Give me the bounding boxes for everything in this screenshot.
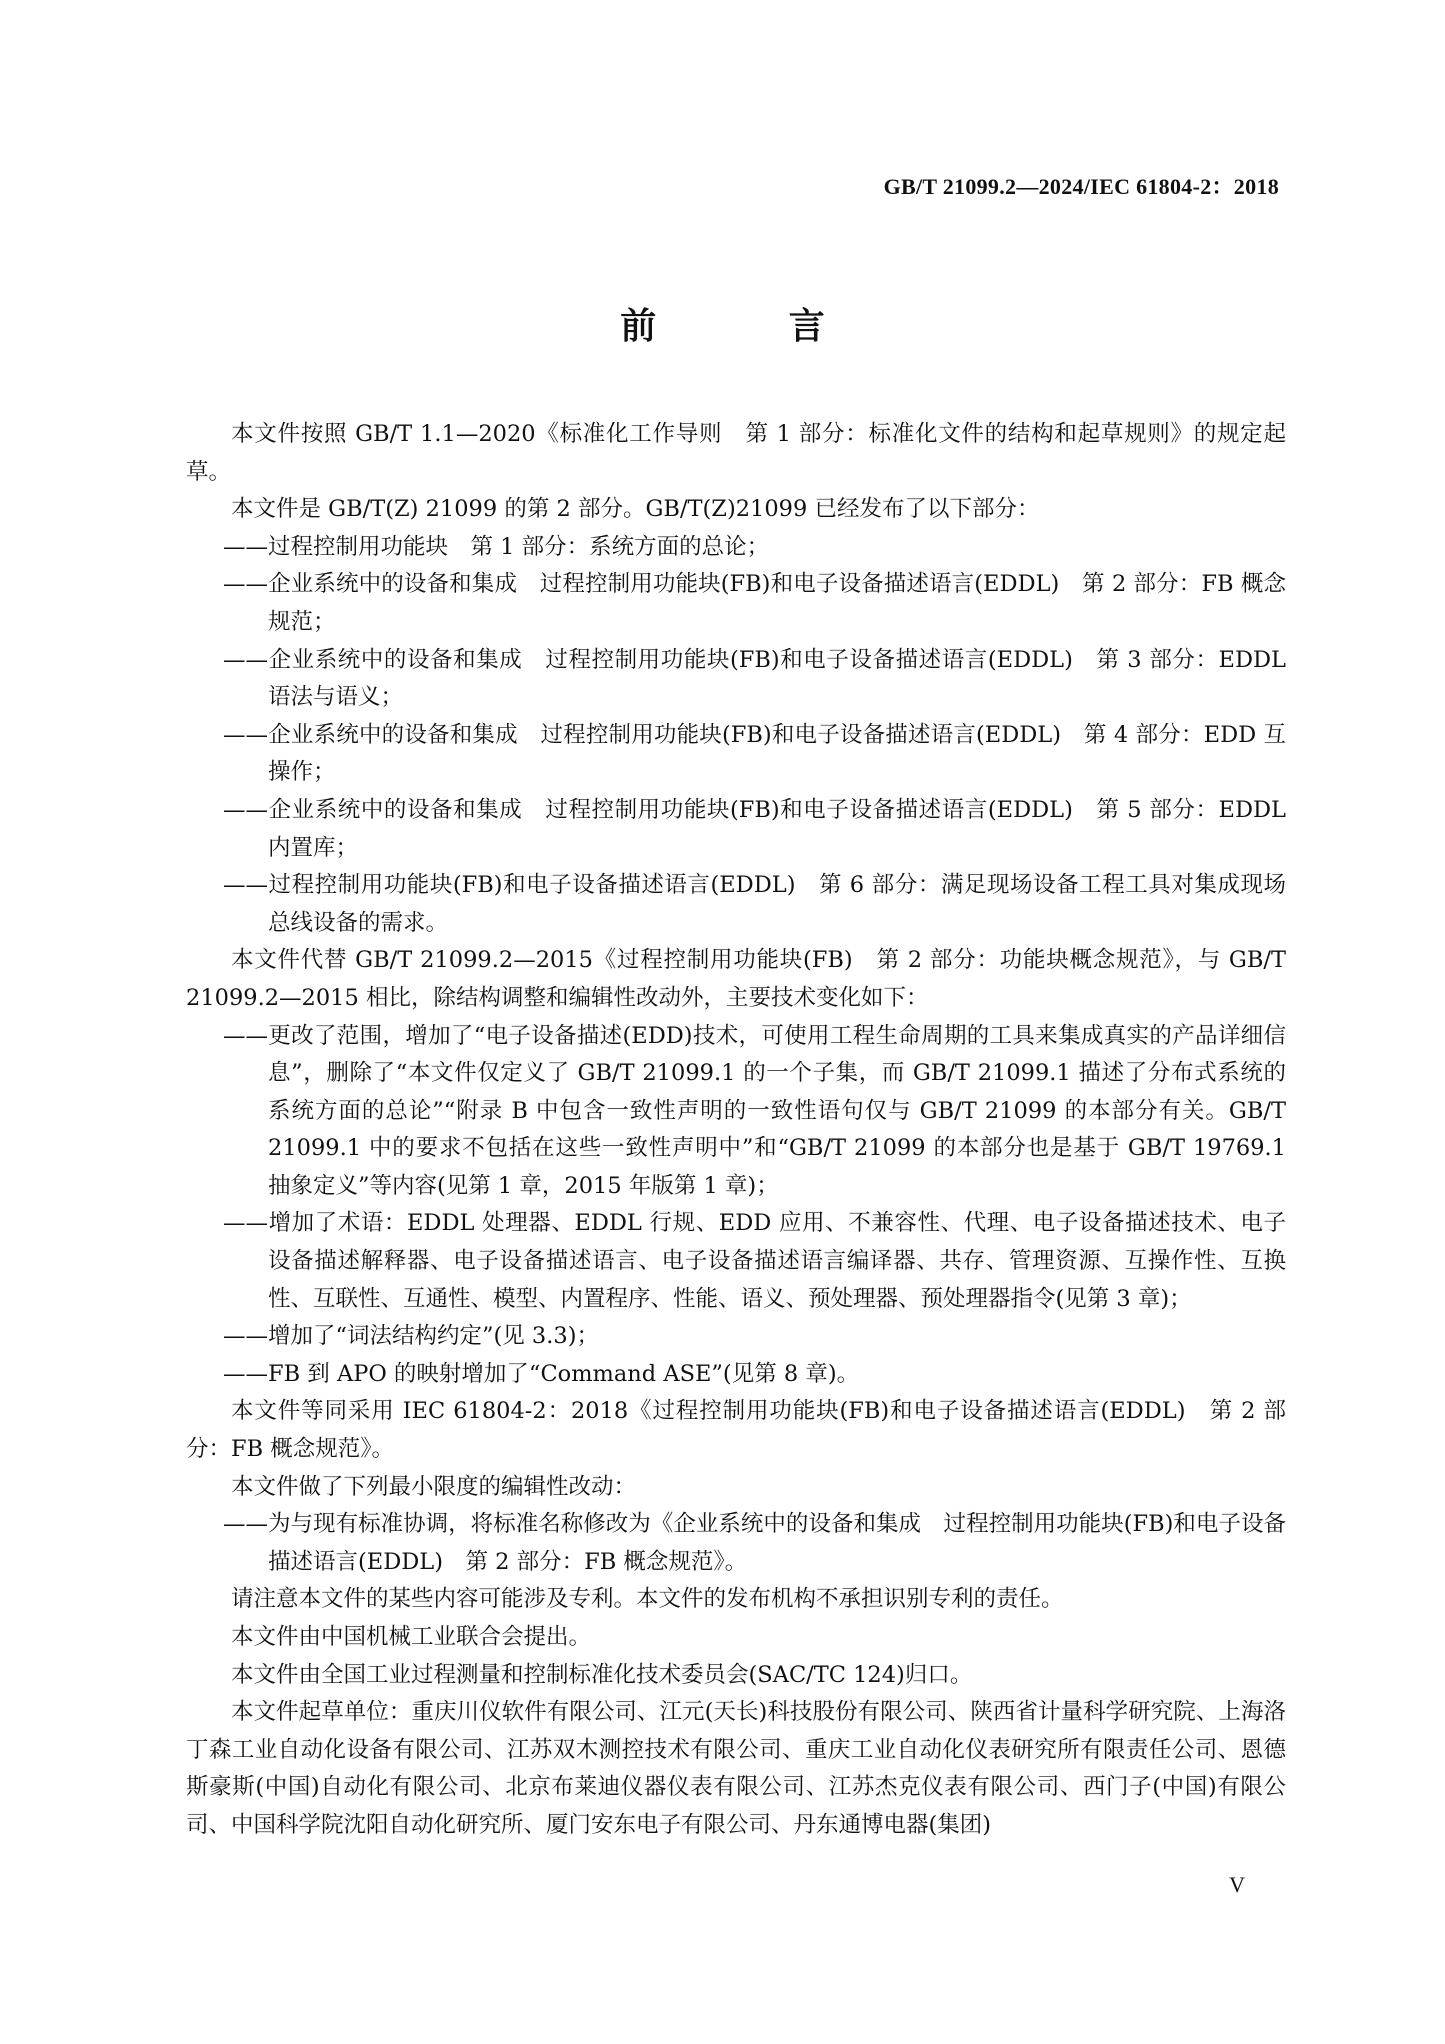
- paragraph: 请注意本文件的某些内容可能涉及专利。本文件的发布机构不承担识别专利的责任。: [231, 1586, 1064, 1613]
- paragraph: 本文件做了下列最小限度的编辑性改动：: [231, 1473, 637, 1500]
- list-item: ——企业系统中的设备和集成 过程控制用功能块(FB)和电子设备描述语言(EDDL) 第 2 部分：FB 概念规范；: [223, 571, 1286, 635]
- list-item: ——企业系统中的设备和集成 过程控制用功能块(FB)和电子设备描述语言(EDDL) 第 4 部分：EDD 互操作；: [223, 721, 1286, 786]
- paragraph: 本文件代替 GB/T 21099.2—2015《过程控制用功能块(FB) 第 2 部分：功能块概念规范》，与 GB/T 21099.2—2015 相比，除结构调整和编辑性改动外，主要技术变化如下：: [186, 947, 1286, 1011]
- list-item: ——增加了术语：EDDL 处理器、EDDL 行规、EDD 应用、不兼容性、代理、电子设备描述技术、电子设备描述解释器、电子设备描述语言、电子设备描述语言编译器、共存、管理资源、互操作性、互换性、互联性、互通性、模型、内置程序、性能、语义、预处理器、预处理器指令(见第 3 章)；: [223, 1210, 1286, 1312]
- list-item: ——为与现有标准协调，将标准名称修改为《企业系统中的设备和集成 过程控制用功能块(FB)和电子设备描述语言(EDDL) 第 2 部分：FB 概念规范》。: [223, 1511, 1286, 1575]
- page-title: 前 言: [620, 306, 885, 347]
- list-item: ——过程控制用功能块(FB)和电子设备描述语言(EDDL) 第 6 部分：满足现场设备工程工具对集成现场总线设备的需求。: [223, 872, 1286, 936]
- paragraph: 本文件由全国工业过程测量和控制标准化技术委员会(SAC/TC 124)归口。: [231, 1661, 973, 1688]
- list-item: ——FB 到 APO 的映射增加了“Command ASE”(见第 8 章)。: [223, 1360, 860, 1387]
- paragraph: 本文件由中国机械工业联合会提出。: [231, 1624, 592, 1650]
- document-body: [186, 416, 1286, 1845]
- paragraph: 本文件等同采用 IEC 61804-2：2018《过程控制用功能块(FB)和电子设备描述语言(EDDL) 第 2 部分：FB 概念规范》。: [186, 1398, 1286, 1463]
- list-item: ——过程控制用功能块 第 1 部分：系统方面的总论；: [223, 533, 770, 560]
- list-item: ——增加了“词法结构约定”(见 3.3)；: [223, 1323, 599, 1350]
- list-item: ——企业系统中的设备和集成 过程控制用功能块(FB)和电子设备描述语言(EDDL) 第 5 部分：EDDL 内置库；: [223, 796, 1286, 861]
- list-item: ——更改了范围，增加了“电子设备描述(EDD)技术，可使用工程生命周期的工具来集成真实的产品详细信息”，删除了“本文件仅定义了 GB/T 21099.1 的一个子集，而 GB/T 21099.1 描述了分布式系统的系统方面的总论”“附录 B 中包含一致性声明的一致性语句仅与 GB/T 21099 的本部分有关。GB/T 21099.1 中的要求不包括在这些一致性声明中”和“GB/T 21099 的本部分也是基于 GB/T 19769.1 抽象定义”等内容(见第 1 章，2015 年版第 1 章)；: [223, 1022, 1286, 1199]
- paragraph: 本文件是 GB/T(Z) 21099 的第 2 部分。GB/T(Z)21099 已经发布了以下部分：: [231, 496, 1040, 523]
- paragraph: 本文件起草单位：重庆川仪软件有限公司、江元(天长)科技股份有限公司、陕西省计量科学研究院、上海洛丁森工业自动化设备有限公司、江苏双木测控技术有限公司、重庆工业自动化仪表研究所有限责任公司、恩德斯豪斯(中国)自动化有限公司、北京布莱迪仪器仪表有限公司、江苏杰克仪表有限公司、西门子(中国)有限公司、中国科学院沈阳自动化研究所、厦门安东电子有限公司、丹东通博电器(集团): [186, 1699, 1286, 1838]
- standard-code: GB/T 21099.2—2024/IEC 61804-2：2018: [883, 174, 1279, 199]
- list-item: ——企业系统中的设备和集成 过程控制用功能块(FB)和电子设备描述语言(EDDL) 第 3 部分：EDDL 语法与语义；: [223, 646, 1286, 711]
- page-number: V: [1229, 1872, 1245, 1897]
- paragraph: 本文件按照 GB/T 1.1—2020《标准化工作导则 第 1 部分：标准化文件的结构和起草规则》的规定起草。: [186, 421, 1286, 485]
